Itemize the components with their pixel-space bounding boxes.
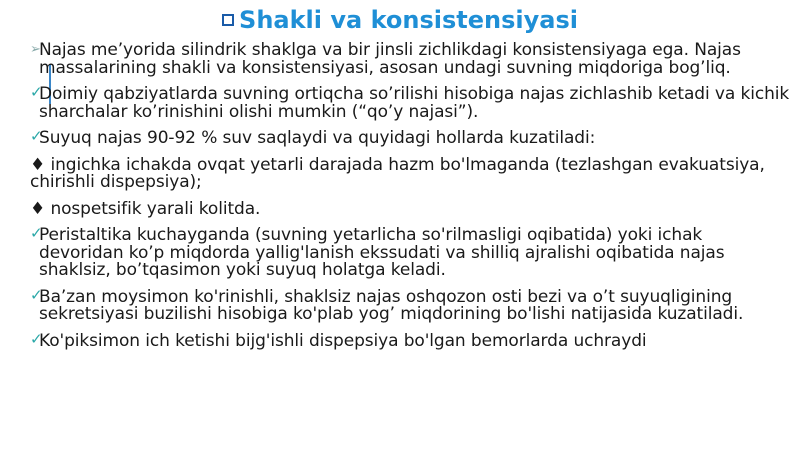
diamond-item-text: ingichka ichakda ovqat yetarli darajada hazm bo'lmaganda (tezlashgan evakuatsiya, chirishli dispepsiya);	[30, 154, 765, 192]
check-bullet-icon: ✓	[30, 83, 43, 101]
paragraph-1	[30, 42, 790, 77]
arrow-bullet-icon: ➢	[30, 42, 41, 57]
paragraph-text	[30, 154, 790, 192]
check-bullet-icon: ✓	[30, 329, 43, 348]
diamond-item-text: nospetsifik yarali kolitda.	[50, 198, 261, 219]
check-bullet-icon: ✓	[30, 224, 43, 242]
square-bullet-icon	[222, 14, 234, 26]
paragraph-text: Doimiy qabziyatlarda suvning ortiqcha so’rilishi hisobiga najas zichlashib ketadi va kichik sharchalar ko’rinishini olishi mumkin (“qo’y najasi”).	[39, 84, 790, 122]
check-bullet-icon: ✓	[30, 127, 43, 145]
paragraph-text	[30, 198, 790, 219]
slide-body	[30, 42, 790, 359]
paragraph-8	[30, 329, 790, 351]
paragraph-2	[30, 83, 790, 122]
paragraph-7	[30, 285, 790, 324]
paragraph-4	[30, 154, 790, 192]
paragraph-text: Suyuq najas 90-92 % suv saqlaydi va quyidagi hollarda kuzatiladi:	[39, 128, 596, 148]
slide-title-text: Shakli va konsistensiyasi	[239, 6, 578, 34]
paragraph-5	[30, 198, 790, 219]
check-bullet-icon: ✓	[30, 285, 43, 304]
paragraph-text: Ko'piksimon ich ketishi bijg'ishli dispepsiya bo'lgan bemorlarda uchraydi	[39, 330, 647, 351]
paragraph-text: Peristaltika kuchayganda (suvning yetarlicha so'rilmasligi oqibatida) yoki ichak devoridan ko’p miqdorda yallig'lanish ekssudati va shilliq ajralishi oqibatida najas shaklsiz, bo’tqasimon yoki suyuq holatga keladi.	[39, 225, 725, 280]
paragraph-text: Najas me’yorida silindrik shaklga va bir jinsli zichlikdagi konsistensiyaga ega. Najas massalarining shakli va konsistensiyasi, asosan undagi suvning miqdoriga bog’liq.	[39, 40, 741, 78]
paragraph-6	[30, 224, 790, 280]
diamond-bullet-icon: ♦	[30, 154, 46, 175]
slide-title	[0, 4, 800, 36]
diamond-bullet-icon: ♦	[30, 198, 46, 219]
paragraph-text: Ba’zan moysimon ko'rinishli, shaklsiz najas oshqozon osti bezi va o’t suyuqligining sekretsiyasi buzilishi hisobiga ko'plab yog’ miqdorining bo'lishi natijasida kuzatiladi.	[39, 286, 744, 324]
paragraph-3	[30, 127, 790, 148]
